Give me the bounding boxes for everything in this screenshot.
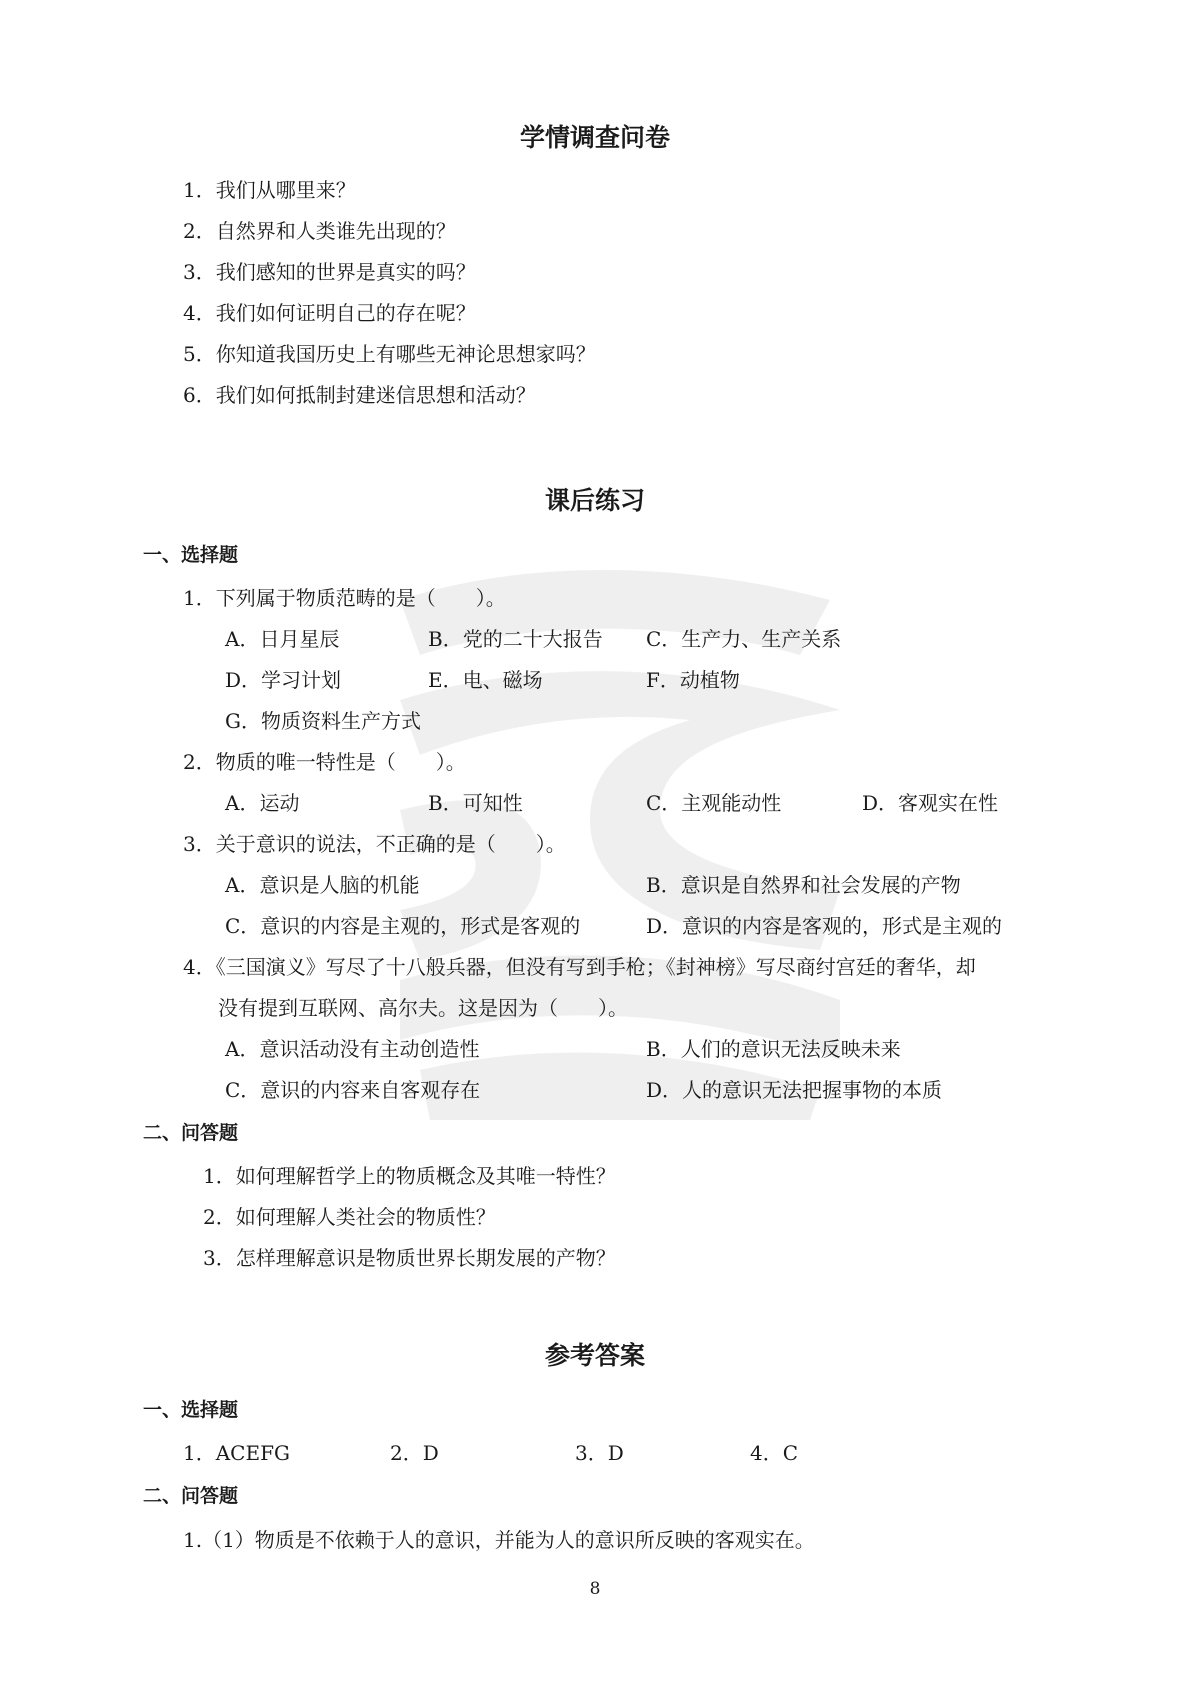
- q3-option-a: A．意识是人脑的机能: [225, 873, 420, 897]
- exercise-qa-heading: 二、问答题: [143, 1122, 239, 1144]
- survey-question-1: 1．我们从哪里来？: [183, 178, 356, 202]
- answer-choice-4: 4．C: [750, 1441, 799, 1465]
- answers-qa-heading: 二、问答题: [143, 1485, 239, 1507]
- q1-option-g: G．物质资料生产方式: [225, 709, 421, 733]
- survey-question-2: 2．自然界和人类谁先出现的？: [183, 219, 456, 243]
- survey-question-6: 6．我们如何抵制封建迷信思想和活动？: [183, 383, 536, 407]
- q1-option-b: B．党的二十大报告: [428, 627, 603, 651]
- q3-option-b: B．意识是自然界和社会发展的产物: [646, 873, 961, 897]
- answer-choice-1: 1．ACEFG: [183, 1441, 290, 1465]
- answers-choice-heading: 一、选择题: [143, 1399, 239, 1421]
- exercise-title: 课后练习: [544, 486, 645, 515]
- q3-option-c: C．意识的内容是主观的，形式是客观的: [225, 914, 581, 938]
- answer-choice-2: 2．D: [390, 1441, 439, 1465]
- q2-stem: 2．物质的唯一特性是（ ）。: [183, 750, 466, 774]
- qa-question-3: 3．怎样理解意识是物质世界长期发展的产物？: [203, 1246, 616, 1270]
- qa-question-1: 1．如何理解哲学上的物质概念及其唯一特性？: [203, 1164, 616, 1188]
- q1-option-a: A．日月星辰: [225, 627, 340, 651]
- page-number: 8: [589, 1579, 601, 1599]
- q3-stem: 3．关于意识的说法，不正确的是（ ）。: [183, 832, 566, 856]
- answer-choice-3: 3．D: [575, 1441, 624, 1465]
- survey-question-3: 3．我们感知的世界是真实的吗？: [183, 260, 476, 284]
- q2-option-b: B．可知性: [428, 791, 523, 815]
- q4-stem-line1: 4．《三国演义》写尽了十八般兵器，但没有写到手枪；《封神榜》写尽商纣宫廷的奢华，却: [183, 955, 976, 979]
- q4-option-d: D．人的意识无法把握事物的本质: [646, 1078, 943, 1102]
- q2-option-d: D．客观实在性: [862, 791, 999, 815]
- q2-option-c: C．主观能动性: [646, 791, 782, 815]
- q1-stem: 1．下列属于物质范畴的是（ ）。: [183, 586, 506, 610]
- survey-question-4: 4．我们如何证明自己的存在呢？: [183, 301, 476, 325]
- exercise-choice-heading: 一、选择题: [143, 544, 239, 566]
- qa-question-2: 2．如何理解人类社会的物质性？: [203, 1205, 496, 1229]
- q4-option-c: C．意识的内容来自客观存在: [225, 1078, 481, 1102]
- q4-option-a: A．意识活动没有主动创造性: [225, 1037, 480, 1061]
- survey-question-5: 5．你知道我国历史上有哪些无神论思想家吗？: [183, 342, 596, 366]
- q1-option-e: E．电、磁场: [428, 668, 543, 692]
- answers-title: 参考答案: [544, 1341, 645, 1370]
- q4-stem-line2: 没有提到互联网、高尔夫。这是因为（ ）。: [218, 996, 628, 1020]
- answer-qa-1: 1.（1）物质是不依赖于人的意识，并能为人的意识所反映的客观实在。: [183, 1528, 815, 1552]
- survey-title: 学情调查问卷: [519, 123, 670, 152]
- q3-option-d: D．意识的内容是客观的，形式是主观的: [646, 914, 1003, 938]
- q1-option-c: C．生产力、生产关系: [646, 627, 842, 651]
- q1-option-f: F．动植物: [646, 668, 740, 692]
- q2-option-a: A．运动: [225, 791, 300, 815]
- q4-option-b: B．人们的意识无法反映未来: [646, 1037, 901, 1061]
- q1-option-d: D．学习计划: [225, 668, 342, 692]
